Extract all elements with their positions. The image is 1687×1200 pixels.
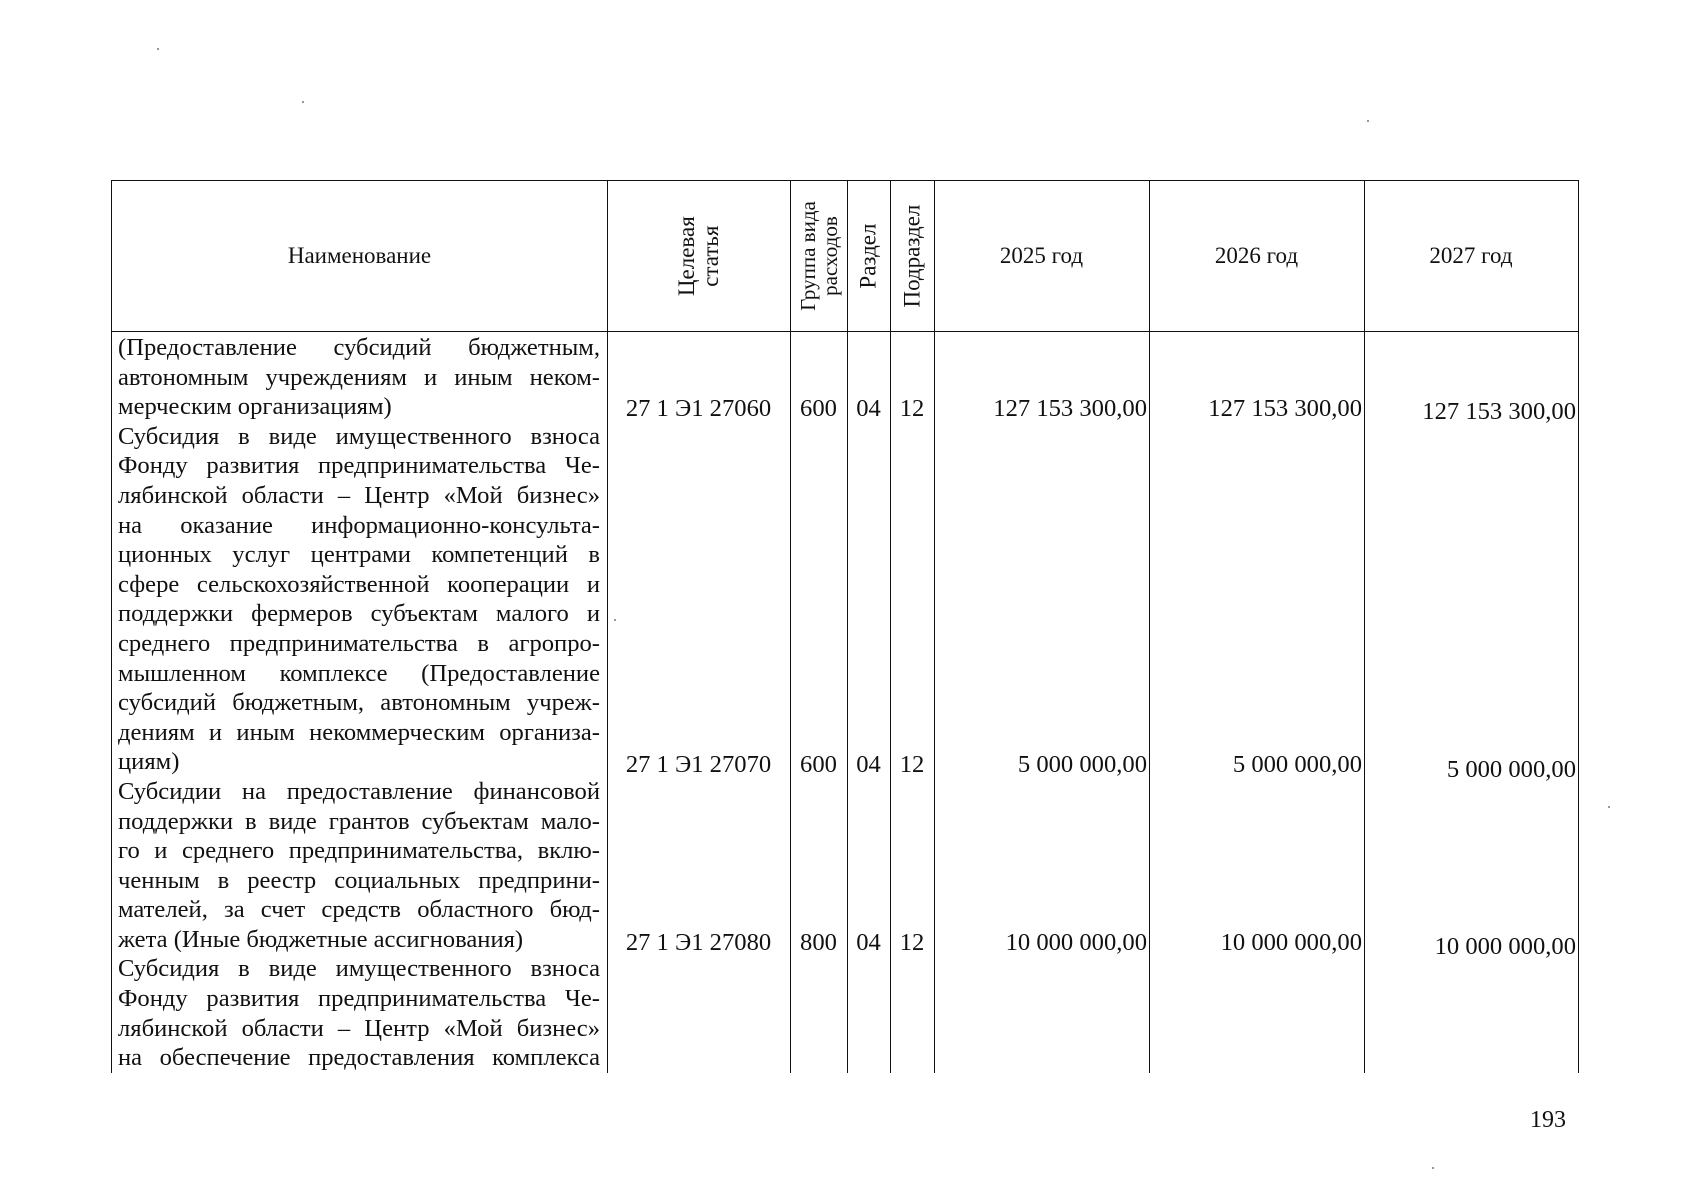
header-divider: [112, 331, 1578, 332]
text-line: сфере сельскохозяйственной кооперации и: [118, 570, 600, 598]
header-expense-group-line2: расходов: [817, 216, 842, 296]
text-line: (Предоставление субсидий бюджетным,: [118, 334, 600, 361]
header-2025-label: 2025 год: [999, 243, 1084, 268]
header-2027-label: 2027 год: [1429, 243, 1513, 268]
header-2026-label: 2026 год: [1214, 243, 1299, 268]
text-line: поддержки в виде грантов субъектам мало-: [118, 807, 600, 835]
text-line: Фонду развития предпринимательства Че-: [118, 985, 600, 1013]
row-3-subsection: 12: [899, 929, 925, 956]
text-line: Субсидии на предоставление финансовой: [118, 777, 600, 805]
row-3-expense-group: 800: [800, 929, 837, 956]
row-2-section: 04: [856, 751, 881, 778]
header-expense-group-line1: Группа вида: [795, 201, 820, 311]
text-line: ционных услуг центрами компетенций в: [118, 541, 600, 569]
scan-speck: [1367, 120, 1369, 122]
text-line: лябинской области – Центр «Мой бизнес»: [118, 1014, 600, 1042]
scan-speck: [614, 619, 616, 621]
row-2-2026: 5 000 000,00: [1232, 751, 1362, 778]
row-2-name: [118, 422, 600, 777]
row-3-section: 04: [856, 929, 881, 956]
name-column: [118, 333, 600, 1073]
header-target-article-line2: статья: [697, 225, 723, 287]
header-expense-group: [790, 181, 847, 331]
row-1-2025: 127 153 300,00: [993, 395, 1147, 422]
scan-speck: [302, 101, 304, 103]
text-line: жета (Иные бюджетные ассигнования): [118, 925, 524, 953]
text-line: дениям и иным некоммерческим организа-: [118, 718, 600, 746]
header-subsection: [890, 181, 934, 331]
text-line: го и среднего предпринимательства, вклю-: [118, 837, 600, 865]
text-line: на оказание информационно-консульта-: [118, 511, 600, 539]
header-2025: [934, 181, 1149, 331]
scan-speck: [157, 48, 159, 50]
text-line: лябинской области – Центр «Мой бизнес»: [118, 481, 600, 509]
row-1-2026: 127 153 300,00: [1208, 395, 1362, 422]
text-line: мерческим организациям): [118, 393, 392, 421]
row-2-2027: 5 000 000,00: [1446, 756, 1576, 783]
header-2027: [1364, 181, 1578, 331]
text-line: циям): [118, 748, 180, 776]
row-1-section: 04: [856, 395, 881, 422]
page-number: 193: [1530, 1107, 1566, 1133]
text-line: Фонду развития предпринимательства Че-: [118, 452, 600, 480]
header-target-article-line1: Целевая: [673, 216, 699, 296]
row-1-name: [118, 333, 600, 422]
text-line: мателей, за счет средств областного бюд-: [118, 896, 600, 924]
row-2-2025: 5 000 000,00: [1017, 751, 1147, 778]
scan-speck: [1432, 1167, 1434, 1169]
row-3-2027: 10 000 000,00: [1434, 933, 1576, 960]
header-target-article: [607, 181, 790, 331]
text-line: на обеспечение предоставления комплекса: [118, 1044, 600, 1072]
text-line: Субсидия в виде имущественного взноса: [118, 422, 600, 450]
row-3-2025: 10 000 000,00: [1005, 929, 1147, 956]
header-name: [112, 181, 607, 331]
header-section: [847, 181, 890, 331]
row-2-expense-group: 600: [800, 751, 837, 778]
row-2-target-article: 27 1 Э1 27070: [625, 751, 772, 778]
scan-speck: [1608, 806, 1610, 808]
row-1-2027: 127 153 300,00: [1422, 398, 1576, 425]
row-2-subsection: 12: [899, 751, 925, 778]
row-1-subsection: 12: [899, 395, 925, 422]
header-2026: [1149, 181, 1364, 331]
budget-table: [111, 180, 1579, 1073]
header-section-label: Раздел: [855, 223, 881, 289]
text-line: мышленном комплексе (Предоставление: [118, 659, 600, 687]
row-1-expense-group: 600: [800, 395, 837, 422]
header-subsection-label: Подраздел: [898, 204, 924, 308]
header-name-label: Наименование: [287, 243, 432, 268]
row-3-2026: 10 000 000,00: [1220, 929, 1362, 956]
row-1-target-article: 27 1 Э1 27060: [625, 395, 772, 422]
text-line: субсидий бюджетным, автономным учреж-: [118, 689, 600, 717]
text-line: автономным учреждениям и иным неком-: [118, 363, 600, 391]
row-3-target-article: 27 1 Э1 27080: [625, 929, 772, 956]
text-line: поддержки фермеров субъектам малого и: [118, 600, 600, 628]
row-3-name: [118, 777, 600, 955]
text-line: ченным в реестр социальных предприни-: [118, 866, 600, 894]
text-line: среднего предпринимательства в агропро-: [118, 629, 600, 657]
text-line: Субсидия в виде имущественного взноса: [118, 955, 600, 983]
row-4-name: [118, 954, 600, 1072]
